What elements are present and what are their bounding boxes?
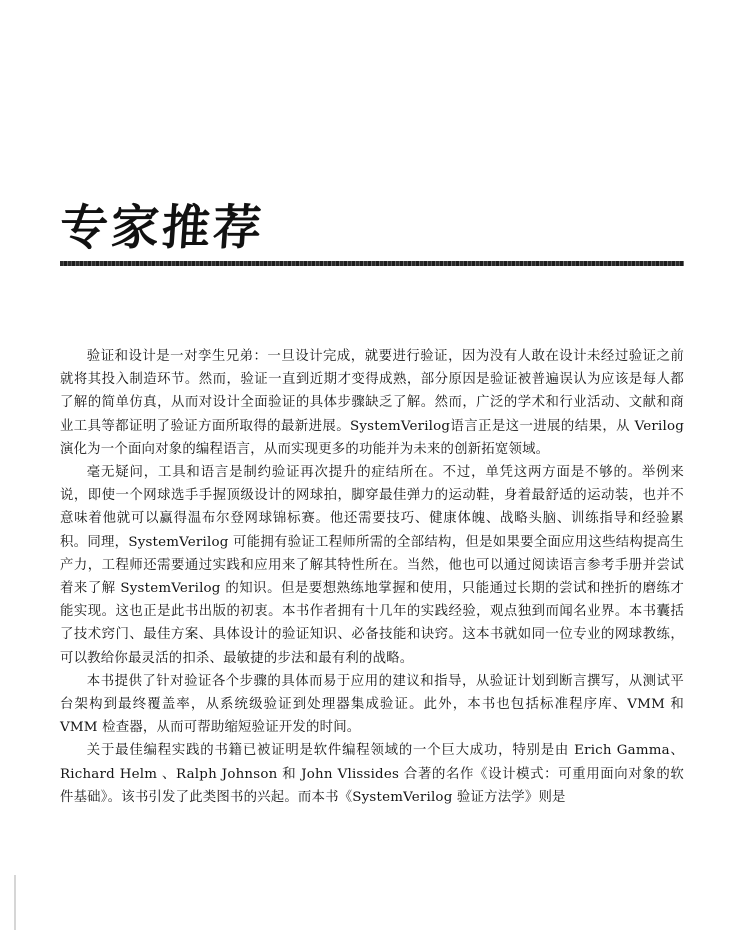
paragraph: 本书提供了针对验证各个步骤的具体而易于应用的建议和指导，从验证计划到断言撰写，从测试平台架构到最终覆盖率，从系统级验证到处理器集成验证。此外，本书也包括标准程序库、VMM 和 VMM 检查器，从而可帮助缩短验证开发的时间。	[60, 673, 684, 736]
body-text	[60, 345, 684, 809]
paragraph: 验证和设计是一对孪生兄弟：一旦设计完成，就要进行验证，因为没有人敢在设计未经过验证之前就将其投入制造环节。然而，验证一直到近期才变得成熟，部分原因是验证被普遍误认为应该是每人都了解的简单仿真，从而对设计全面验证的具体步骤缺乏了解。然而，广泛的学术和行业活动、文献和商业工具等都证明了验证方面所取得的最新进展。SystemVerilog语言正是这一进展的结果，从 Verilog 演化为一个面向对象的编程语言，从而实现更多的功能并为未来的创新拓宽领域。	[60, 349, 684, 457]
paragraph: 毫无疑问，工具和语言是制约验证再次提升的症结所在。不过，单凭这两方面是不够的。举例来说，即使一个网球选手手握顶级设计的网球拍，脚穿最佳弹力的运动鞋，身着最舒适的运动装，也并不意味着他就可以赢得温布尔登网球锦标赛。他还需要技巧、健康体魄、战略头脑、训练指导和经验累积。同理，SystemVerilog 可能拥有验证工程师所需的全部结构，但是如果要全面应用这些结构提高生产力，工程师还需要通过实践和应用来了解其特性所在。当然，他也可以通过阅读语言参考手册并尝试着来了解 SystemVerilog 的知识。但是要想熟练地掌握和使用，只能通过长期的尝试和挫折的磨练才能实现。这也正是此书出版的初衷。本书作者拥有十几年的实践经验，观点独到而闻名业界。本书囊括了技术窍门、最佳方案、具体设计的验证知识、必备技能和诀窍。这本书就如同一位专业的网球教练，可以教给你最灵活的扣杀、最敏捷的步法和最有利的战略。	[60, 465, 684, 666]
paragraph: 关于最佳编程实践的书籍已被证明是软件编程领域的一个巨大成功，特别是由 Erich Gamma、Richard Helm 、Ralph Johnson 和 John Vlissides 合著的名作《设计模式：可重用面向对象的软件基础》。该书引发了此类图书的兴起。而本书《SystemVerilog 验证方法学》则是	[60, 743, 684, 805]
scan-edge-mark	[14, 875, 16, 930]
section-title: 专家推荐	[58, 200, 266, 256]
title-divider	[60, 261, 684, 266]
